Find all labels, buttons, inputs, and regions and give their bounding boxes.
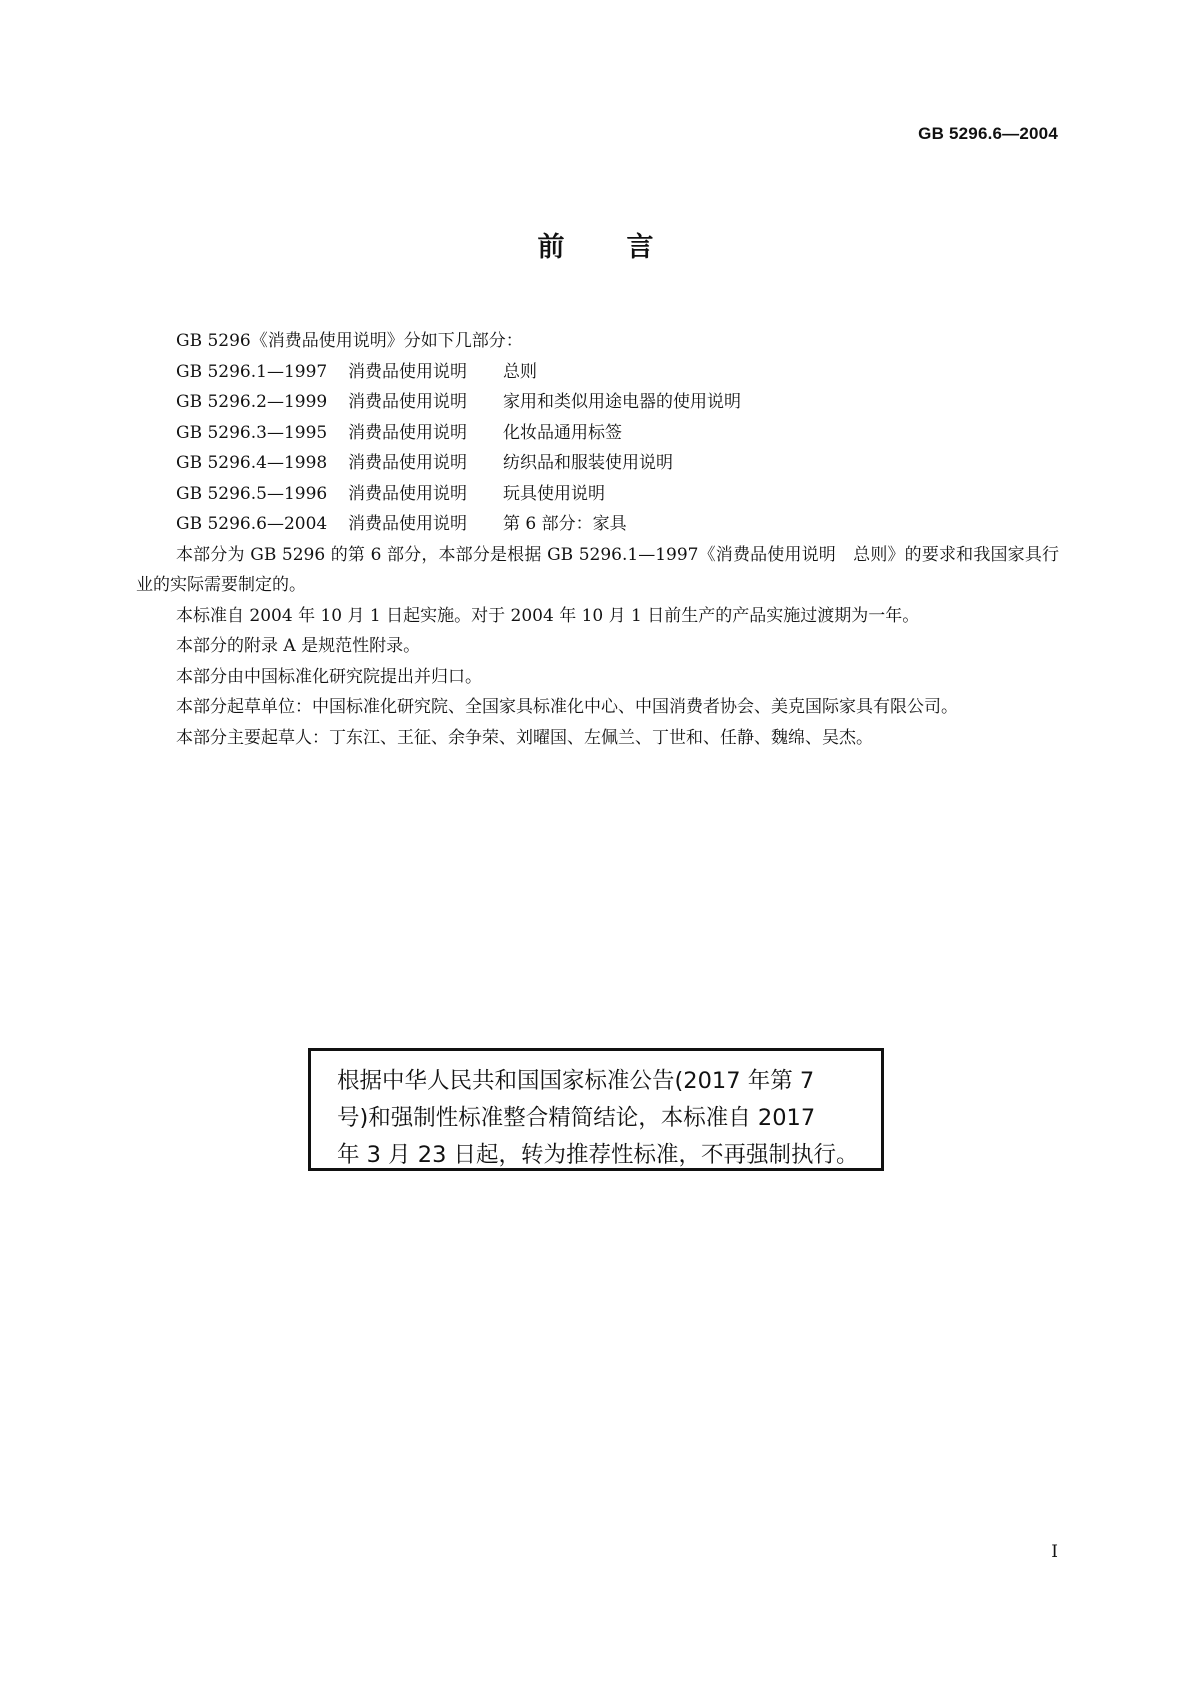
paragraph-effective-date: 本标准自 2004 年 10 月 1 日起实施。对于 2004 年 10 月 1 日前生产的产品实施过渡期为一年。	[176, 605, 920, 626]
standard-name: 消费品使用说明	[348, 453, 467, 473]
notice-line: 号)和强制性标准整合精简结论，本标准自 2017	[337, 1105, 816, 1131]
standard-topic: 玩具使用说明	[503, 483, 605, 504]
paragraph-drafters: 本部分主要起草人：丁东江、王征、余争荣、刘曜国、左佩兰、丁世和、任静、魏绵、吴杰。	[176, 727, 873, 748]
standard-row	[136, 357, 1059, 388]
standard-name: 消费品使用说明	[348, 392, 467, 412]
paragraph-scope: 本部分为 GB 5296 的第 6 部分，本部分是根据 GB 5296.1—1997《消费品使用说明 总则》的要求和我国家具行业的实际需要制定的。	[136, 544, 1059, 595]
standard-code: GB 5296.4—1998	[176, 453, 328, 473]
paragraph-proposer: 本部分由中国标准化研究院提出并归口。	[176, 666, 482, 687]
standard-topic: 纺织品和服装使用说明	[503, 453, 673, 473]
standard-code: GB 5296.2—1999	[176, 392, 328, 412]
notice-line: 根据中华人民共和国国家标准公告(2017 年第 7	[337, 1068, 815, 1094]
notice-line: 年 3 月 23 日起，转为推荐性标准，不再强制执行。	[337, 1142, 859, 1168]
document-code: GB 5296.6—2004	[918, 124, 1058, 143]
paragraph-drafting-units: 本部分起草单位：中国标准化研究院、全国家具标准化中心、中国消费者协会、美克国际家具有限公司。	[176, 697, 958, 717]
title-char-2: 言	[626, 232, 654, 263]
standard-row	[136, 387, 1059, 418]
standard-code: GB 5296.3—1995	[176, 422, 328, 443]
standard-topic: 化妆品通用标签	[503, 422, 622, 443]
paragraph-annex: 本部分的附录 A 是规范性附录。	[176, 636, 421, 656]
standard-code: GB 5296.6—2004	[176, 514, 328, 534]
page-number: I	[1051, 1542, 1058, 1562]
page-title	[0, 225, 1191, 264]
standard-row	[136, 479, 1059, 510]
standard-name: 消费品使用说明	[348, 483, 467, 504]
standard-name: 消费品使用说明	[348, 361, 467, 382]
standard-topic: 家用和类似用途电器的使用说明	[503, 392, 741, 412]
standard-topic: 第 6 部分：家具	[503, 514, 627, 534]
notice-box	[308, 1048, 884, 1171]
standard-row	[136, 418, 1059, 449]
standard-name: 消费品使用说明	[348, 514, 467, 534]
standard-code: GB 5296.5—1996	[176, 483, 328, 504]
standard-topic: 总则	[503, 361, 537, 382]
title-char-1: 前	[537, 232, 565, 263]
standard-name: 消费品使用说明	[348, 422, 467, 443]
standard-row	[136, 448, 1059, 479]
standard-row	[136, 509, 1059, 540]
foreword-body	[136, 326, 1059, 753]
intro-line: GB 5296《消费品使用说明》分如下几部分：	[176, 331, 523, 351]
standard-code: GB 5296.1—1997	[176, 361, 328, 382]
